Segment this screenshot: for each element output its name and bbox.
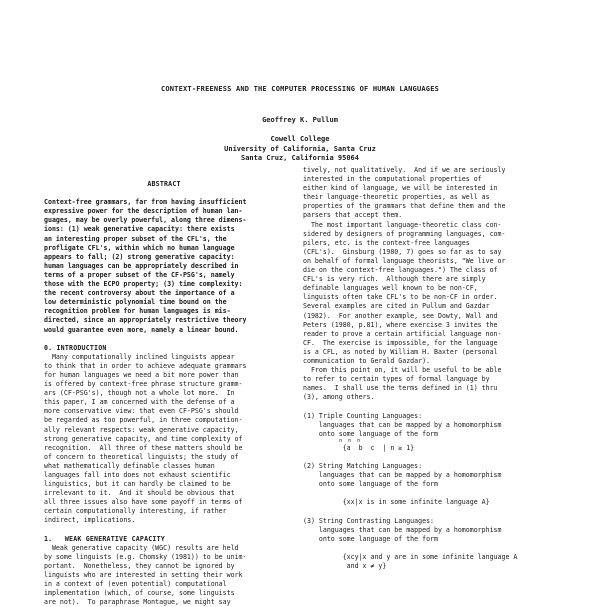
text-line: recognition problem for human languages is mis- [44, 307, 231, 316]
text-line: is a CFL, as noted by William H. Baxter (personal [303, 347, 498, 356]
text-line [44, 335, 284, 344]
text-line: Many computationally inclined linguists appear [44, 352, 235, 361]
author-name: Geoffrey K. Pullum [262, 116, 338, 124]
text-line: profligate CFL's, within which no human language [44, 243, 235, 252]
text-line: certain computationally interesting, if rather [44, 507, 227, 516]
text-line: guages, may be overly powerful, along three dimens- [44, 216, 247, 225]
text-line: linguists who are interested in setting their work [44, 571, 243, 580]
right-column [303, 166, 565, 571]
text-line: {xx|x is in some infinite language A} [303, 498, 490, 507]
text-line: indirect, implications. [44, 516, 136, 525]
section-heading: 1. WEAK GENERATIVE CAPACITY [44, 534, 165, 543]
text-line: Weak generative capacity (WGC) results are held [44, 543, 239, 552]
text-line: strong generative capacity, and time complexity of [44, 434, 243, 443]
text-line: recognition. All three of these matters should be [44, 443, 243, 452]
text-line: those with the ECPO property; (3) time complexity: [44, 280, 243, 289]
text-line: (CFL's). Ginsburg (1980, 7) goes so far as to say [303, 247, 502, 256]
text-line: onto some language of the form [303, 480, 438, 489]
text-line: their language-theoretic properties, as well as [303, 193, 490, 202]
text-line: From this point on, it will be useful to be able [303, 366, 502, 375]
text-line: is offered by context-free phrase structure gramm- [44, 380, 243, 389]
text-line: languages that can be mapped by a homomorphism [303, 471, 502, 480]
text-line: all three issues also have some payoff in terms of [44, 498, 243, 507]
text-line: tively, not qualitatively. And if we are seriously [303, 166, 506, 174]
text-line: n n n [303, 437, 361, 444]
text-line: by some linguists (e.g. Chomsky (1981)) to be unim- [44, 552, 247, 561]
text-line: properties of the grammars that define them and the [303, 202, 506, 211]
text-line: the recent controversy about the importance of a [44, 289, 235, 298]
text-line: onto some language of the form [303, 429, 438, 438]
text-line [303, 402, 565, 411]
text-line: languages that can be mapped by a homomorphism [303, 525, 502, 534]
text-line: The most important language-theoretic class con- [303, 220, 502, 229]
text-line: {xcy|x and y are in some infinite language A [303, 552, 518, 561]
text-line: linguistics, but it can hardly be claimed to be [44, 480, 231, 489]
text-line [303, 507, 565, 516]
affiliation-line: University of California, Santa Cruz [224, 144, 376, 153]
text-line: names. I shall use the terms defined in (1) thru [303, 384, 498, 393]
text-line: communication to Gerald Gazdar). [303, 356, 431, 365]
text-line: would guarantee even more, namely a linear bound. [44, 325, 239, 334]
text-line: ars (CF-PSG's), though not a whole lot more. In [44, 389, 235, 398]
text-line: directed, since an appropriately restrictive theory [44, 316, 247, 325]
left-column [44, 180, 284, 607]
text-line: to refer to certain types of formal language by [303, 375, 490, 384]
text-line: reader to prove a certain artificial language non- [303, 329, 502, 338]
text-line: are not). To paraphrase Montague, we might say [44, 598, 231, 607]
text-line: in a context of (even potential) computational [44, 580, 227, 589]
text-line [303, 453, 565, 462]
affiliation-line: Santa Cruz, California 95064 [240, 154, 359, 163]
text-line: interested in the computational properties of [303, 175, 482, 184]
text-line: Peters (1980, p.81), where exercise 3 invites the [303, 320, 498, 329]
text-line: appears to fall; (2) strong generative capacity: [44, 252, 235, 261]
text-line: portant. Nonetheless, they cannot be ignored by [44, 561, 235, 570]
text-line: onto some language of the form [303, 534, 438, 543]
text-line: (2) String Matching Languages: [303, 462, 423, 470]
text-line: be regarded as too powerful, in three computation- [44, 416, 243, 425]
text-line: expressive power for the description of human lan- [44, 207, 243, 216]
text-line: low deterministic polynomial time bound on the [44, 298, 227, 307]
text-line [44, 189, 284, 198]
text-line: CFL's is very rich. Although there are simply [303, 275, 486, 284]
text-line: implementation (which, of course, some linguists [44, 589, 235, 598]
text-line: languages that can be mapped by a homomorphism [303, 420, 502, 429]
text-line: Context-free grammars, far from having insufficient [44, 198, 247, 207]
affiliation-block [0, 135, 600, 164]
text-line: (1982). For another example, see Dowty, Wall and [303, 311, 498, 320]
text-line: sidered by designers of programming languages, com- [303, 229, 506, 238]
text-line: more conservative view: that even CF-PSG's should [44, 407, 239, 416]
text-line: for human languages we need a bit more power than [44, 370, 239, 379]
text-line [303, 489, 565, 498]
text-line: die on the context-free languages.") The class of [303, 266, 498, 275]
text-line: CF. The exercise is impossible, for the language [303, 338, 498, 347]
paper-title: CONTEXT-FREENESS AND THE COMPUTER PROCESSING OF HUMAN LANGUAGES [160, 85, 440, 93]
text-line: what mathematically definable classes human [44, 461, 215, 470]
text-line: (3), among others. [303, 393, 375, 402]
text-line: linguists often take CFL's to be non-CF in order. [303, 293, 498, 302]
section-heading: ABSTRACT [147, 180, 181, 188]
text-line: and x ≠ y} [303, 562, 387, 571]
text-line [303, 544, 565, 553]
text-line: human languages can be appropriately described in [44, 261, 239, 270]
text-line: (1) Triple Counting Languages: [303, 411, 423, 420]
affiliation-line: Cowell College [270, 135, 330, 143]
text-line: definable languages well known to be non-CF, [303, 284, 478, 293]
text-line: irrelevant to it. And it should be obvious that [44, 489, 235, 498]
text-line: on behalf of formal language theorists, "We live or [303, 256, 506, 265]
text-line: an interesting proper subset of the CFL's, the [44, 234, 227, 243]
text-line: of concern to theoretical linguists; the study of [44, 452, 239, 461]
text-line: (3) String Contrasting Languages: [303, 516, 435, 525]
text-line: parsers that accept them. [303, 211, 403, 220]
text-line: {a b c | n ≥ 1} [303, 443, 415, 452]
text-line: terms of a proper subset of the CF-PSG's, namely [44, 270, 235, 279]
text-line: to think that in order to achieve adequate grammars [44, 361, 247, 370]
text-line [44, 526, 284, 535]
section-heading: 0. INTRODUCTION [44, 343, 107, 352]
text-line: ally relevant respects: weak generative capacity, [44, 425, 239, 434]
text-line: either kind of language, we will be interested in [303, 184, 498, 193]
text-line: this paper, I am concerned with the defense of a [44, 398, 235, 407]
text-line: Several examples are cited in Pullum and Gazdar [303, 302, 490, 311]
text-line: pilers, etc. is the context-free languages [303, 238, 470, 247]
text-line: ions: (1) weak generative capacity: there exists [44, 225, 235, 234]
text-line: languages fall into does not exhaust scientific [44, 471, 231, 479]
